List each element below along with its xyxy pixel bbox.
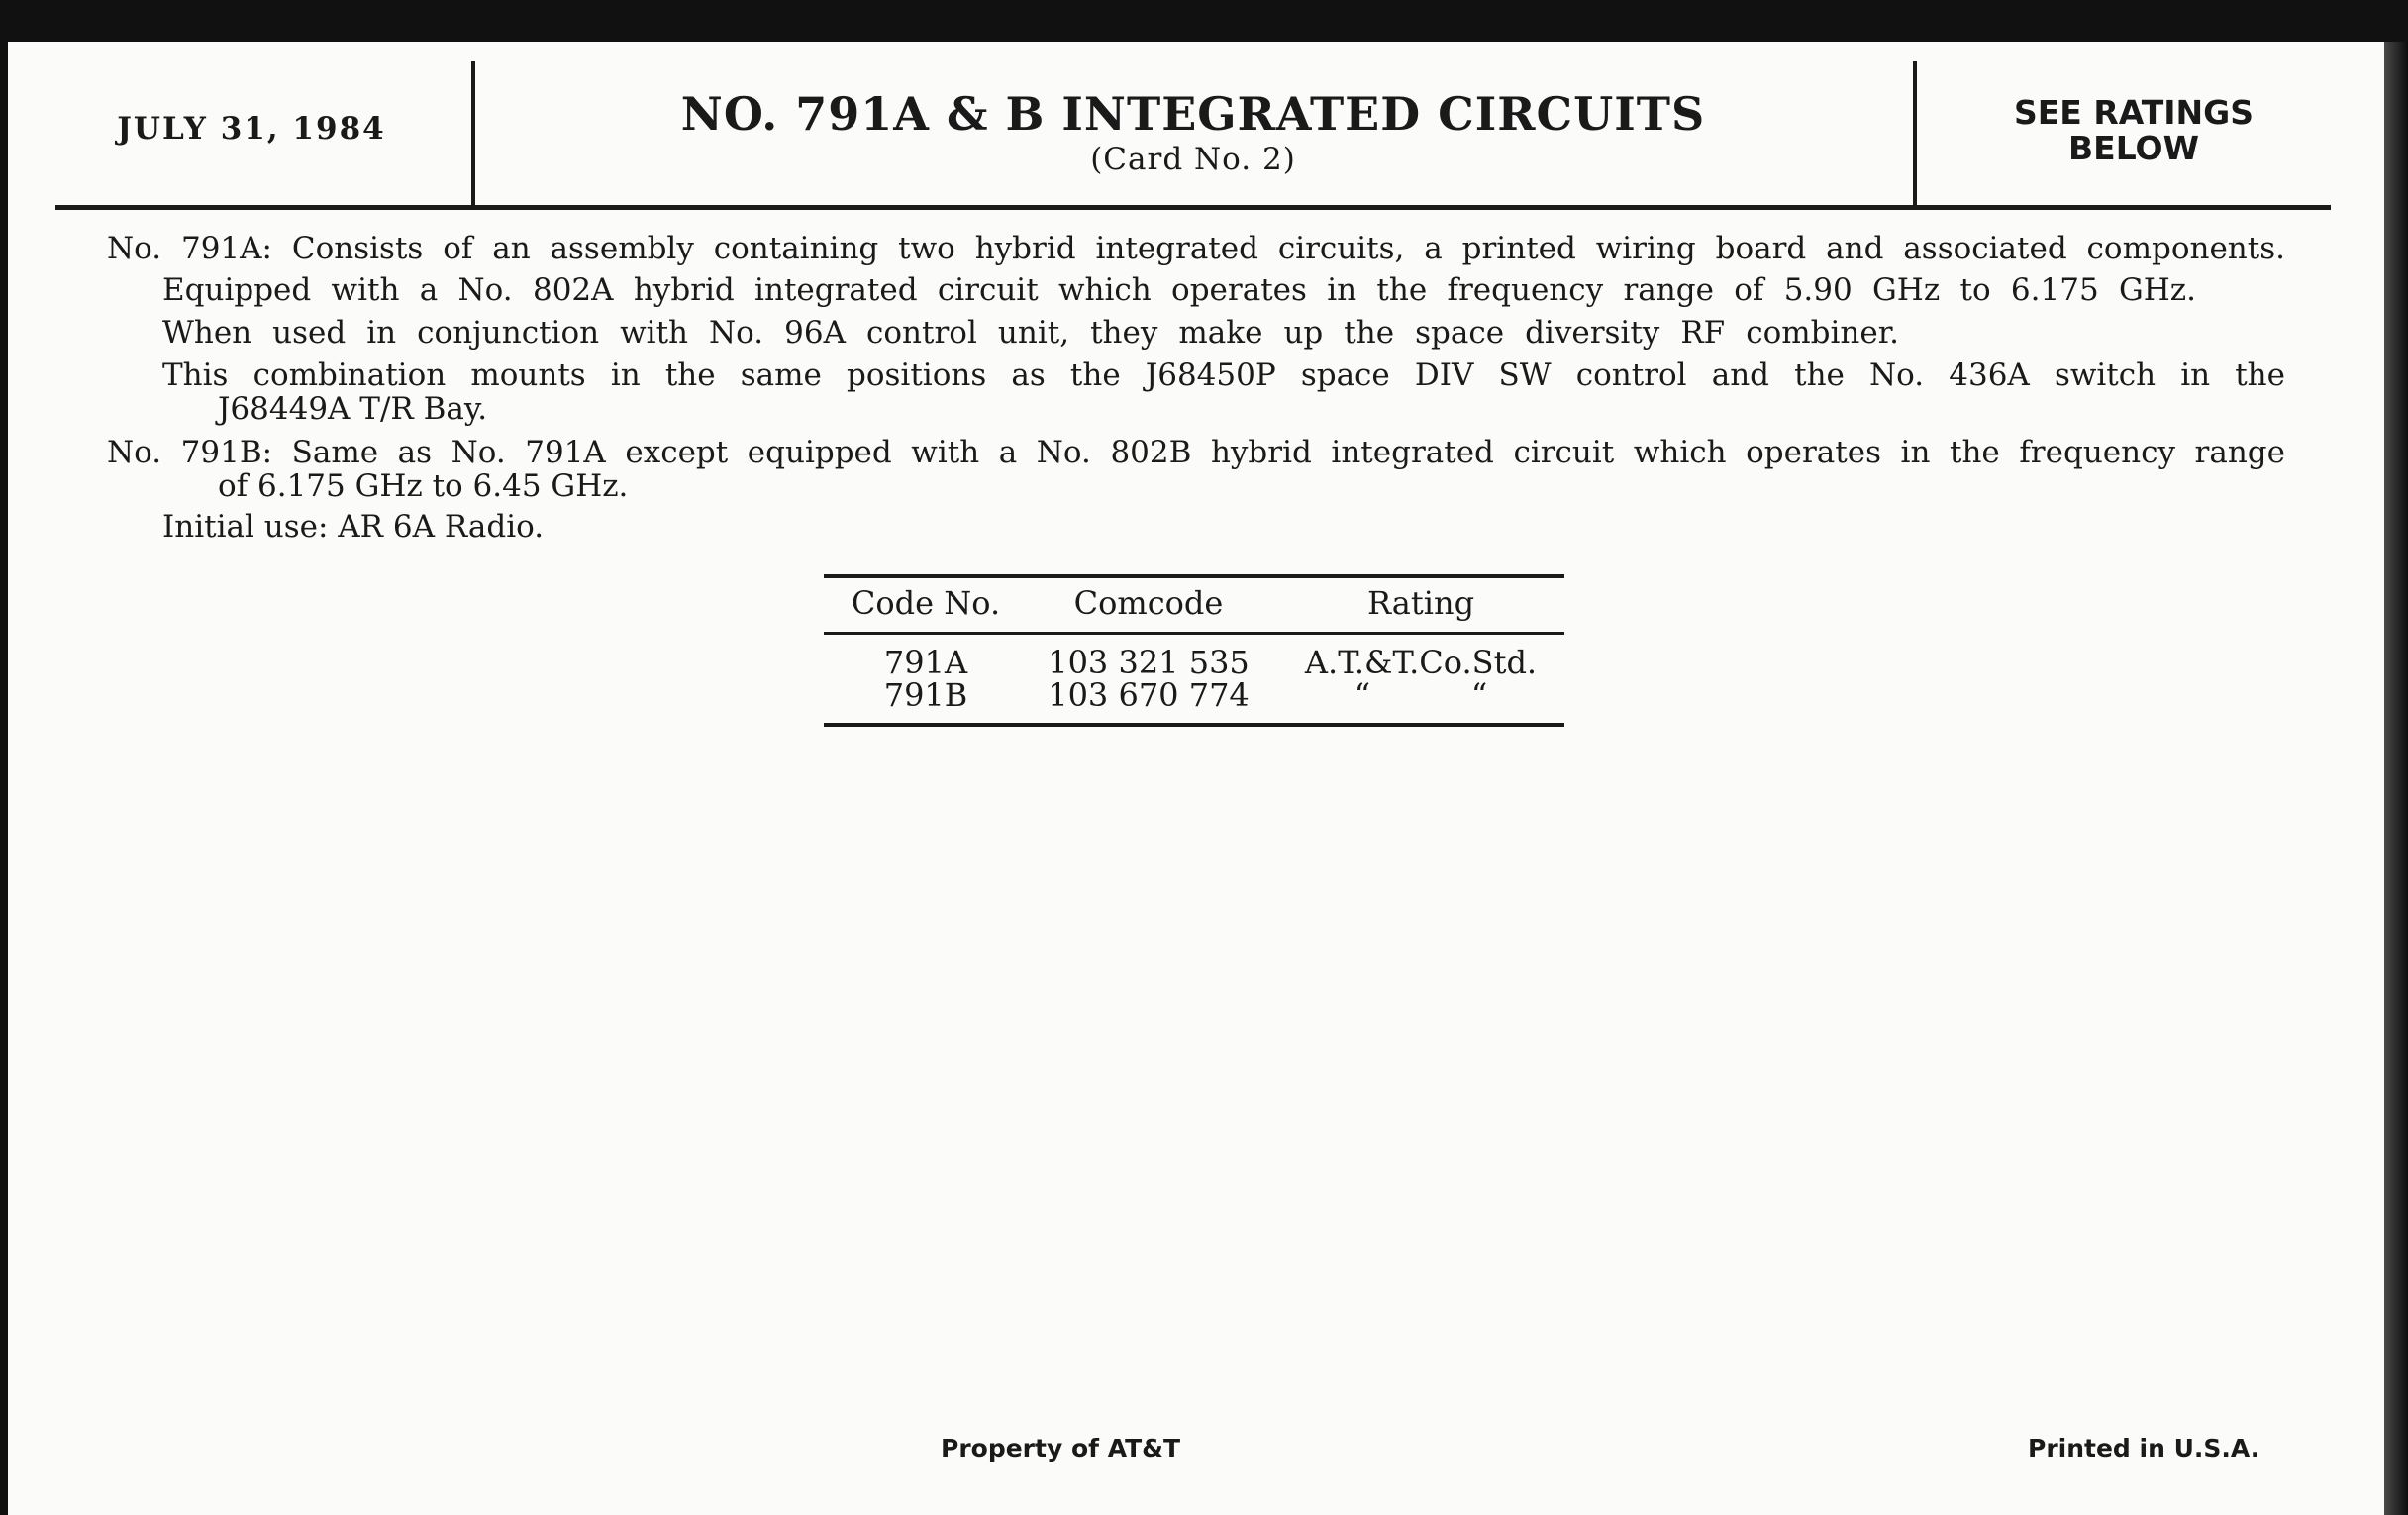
table-bottom-rule: [824, 723, 1564, 727]
paragraph-equipped: Equipped with a No. 802A hybrid integrated circuit which operates in the frequency range of 5.90 GHz to 6.175 GHz.: [162, 272, 2196, 308]
paragraph-791b: No. 791B: Same as No. 791A except equipped with a No. 802B hybrid integrated circuit which operates in the frequency range: [107, 435, 2285, 470]
header-title: NO. 791A & B INTEGRATED CIRCUITS: [680, 87, 1706, 141]
table-row-1-code: 791A: [883, 644, 968, 681]
paragraph-combination: This combination mounts in the same positions as the J68450P space DIV SW control and the No. 436A switch in the: [162, 357, 2285, 393]
table-header-rating: Rating: [1366, 584, 1475, 622]
header-subtitle: (Card No. 2): [1090, 142, 1296, 177]
paragraph-conjunction: When used in conjunction with No. 96A control unit, they make up the space diversity RF combiner.: [162, 315, 1899, 351]
table-top-rule: [824, 574, 1564, 578]
footer-printed: Printed in U.S.A.: [2028, 1434, 2260, 1463]
header-date: JULY 31, 1984: [117, 111, 386, 147]
header-divider-right: [1913, 61, 1917, 208]
paragraph-791a: No. 791A: Consists of an assembly containing two hybrid integrated circuits, a printed wiring board and associated components.: [107, 231, 2285, 266]
table-row-1-rating: A.T.&T.Co.Std.: [1304, 644, 1538, 681]
card-edge-shadow: [2384, 42, 2408, 1515]
table-header-comcode: Comcode: [1073, 584, 1224, 622]
paragraph-791b-cont: of 6.175 GHz to 6.45 GHz.: [218, 468, 629, 504]
paragraph-initial-use: Initial use: AR 6A Radio.: [162, 509, 545, 545]
header-ratings-note: [1931, 95, 2337, 166]
table-row-2-rating: “ “: [1354, 676, 1488, 714]
table-header-code: Code No.: [851, 584, 1001, 622]
paragraph-combination-cont: J68449A T/R Bay.: [218, 391, 488, 427]
header-rule: [55, 205, 2331, 210]
table-row-2-code: 791B: [883, 676, 968, 714]
table-header-rule: [824, 632, 1564, 635]
table-row-2-comcode: 103 670 774: [1048, 676, 1250, 714]
ratings-line-1: SEE RATINGS: [2014, 93, 2254, 132]
ratings-line-2: BELOW: [2068, 129, 2199, 167]
table-row-1-comcode: 103 321 535: [1048, 644, 1250, 681]
footer-property: Property of AT&T: [941, 1434, 1181, 1463]
